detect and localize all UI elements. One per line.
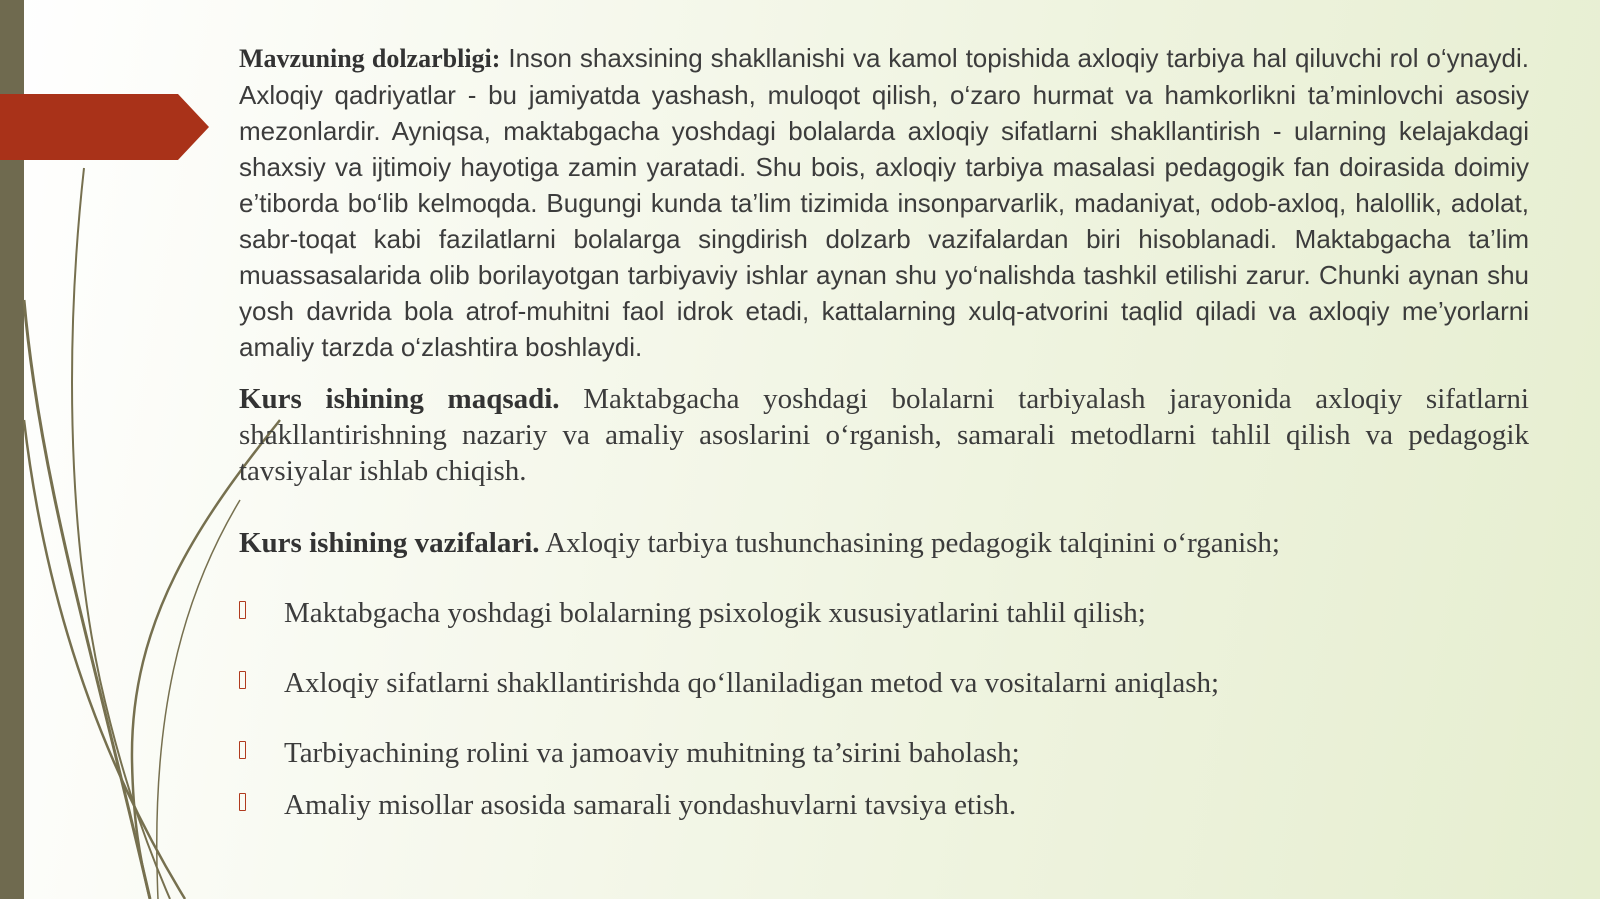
curve-line-3	[24, 420, 185, 899]
list-item-text: Axloqiy sifatlarni shakllantirishda qo‘llaniladigan metod va vositalarni aniqlash;	[284, 667, 1220, 699]
list-item	[239, 595, 1529, 631]
list-item	[239, 665, 1529, 701]
list-item-text: Amaliy misollar asosida samarali yondashuvlarni tavsiya etish.	[284, 789, 1017, 821]
curve-line-1	[72, 168, 170, 899]
list-item	[239, 735, 1529, 771]
list-item	[239, 787, 1529, 823]
goal-paragraph	[239, 381, 1529, 489]
relevance-paragraph	[239, 40, 1529, 365]
tasks-text: Axloqiy tarbiya tushunchasining pedagogik talqinini o‘rganish;	[539, 527, 1280, 559]
bullet-icon	[239, 793, 246, 811]
curve-line-5	[157, 500, 240, 899]
tasks-paragraph	[239, 525, 1529, 561]
tasks-lead: Kurs ishining vazifalari.	[239, 527, 540, 559]
curve-line-2	[24, 300, 150, 899]
bullet-icon	[239, 601, 246, 619]
slide-content	[239, 40, 1529, 823]
red-arrow-banner	[0, 94, 209, 160]
bullet-icon	[239, 671, 246, 689]
list-item-text: Maktabgacha yoshdagi bolalarning psixologik xususiyatlarini tahlil qilish;	[284, 597, 1146, 629]
goal-text: Maktabgacha yoshdagi bolalarni tarbiyalash jarayonida axloqiy sifatlarni shakllantirishning nazariy va amaliy asoslarini o‘rganish, samarali metodlarni tahlil qilish va pedagogik tavsiyalar ishlab chiqish.	[239, 383, 1529, 487]
list-item-text: Tarbiyachining rolini va jamoaviy muhitning ta’sirini baholash;	[284, 737, 1020, 769]
goal-lead: Kurs ishining maqsadi.	[239, 383, 560, 415]
bullet-icon	[239, 741, 246, 759]
relevance-lead: Mavzuning dolzarbligi:	[239, 44, 501, 73]
tasks-list	[239, 595, 1529, 823]
relevance-text: Inson shaxsining shakllanishi va kamol topishida axloqiy tarbiya hal qiluvchi rol o‘ynaydi. Axloqiy qadriyatlar - bu jamiyatda yashash, muloqot qilish, o‘zaro hurmat va hamkorlikni ta’minlovchi asosiy mezonlardir. Ayniqsa, maktabgacha yoshdagi bolalarda axloqiy sifatlarni shakllantirish - ularning kelajakdagi shaxsiy va ijtimoiy hayotiga zamin yaratadi. Shu bois, axloqiy tarbiya masalasi pedagogik fan doirasida doimiy e’tiborda bo‘lib kelmoqda. Bugungi kunda ta’lim tizimida insonparvarlik, madaniyat, odob-axloq, halollik, adolat, sabr-toqat kabi fazilatlarni bolalarga singdirish dolzarb vazifalardan biri hisoblanadi. Maktabgacha ta’lim muassasalarida olib borilayotgan tarbiyaviy ishlar aynan shu yo‘nalishda tashkil etilishi zarur. Chunki aynan shu yosh davrida bola atrof-muhitni faol idrok etadi, kattalarning xulq-atvorini taqlid qiladi va axloqiy me’yorlarni amaliy tarzda o‘zlashtira boshlaydi.	[239, 43, 1529, 362]
